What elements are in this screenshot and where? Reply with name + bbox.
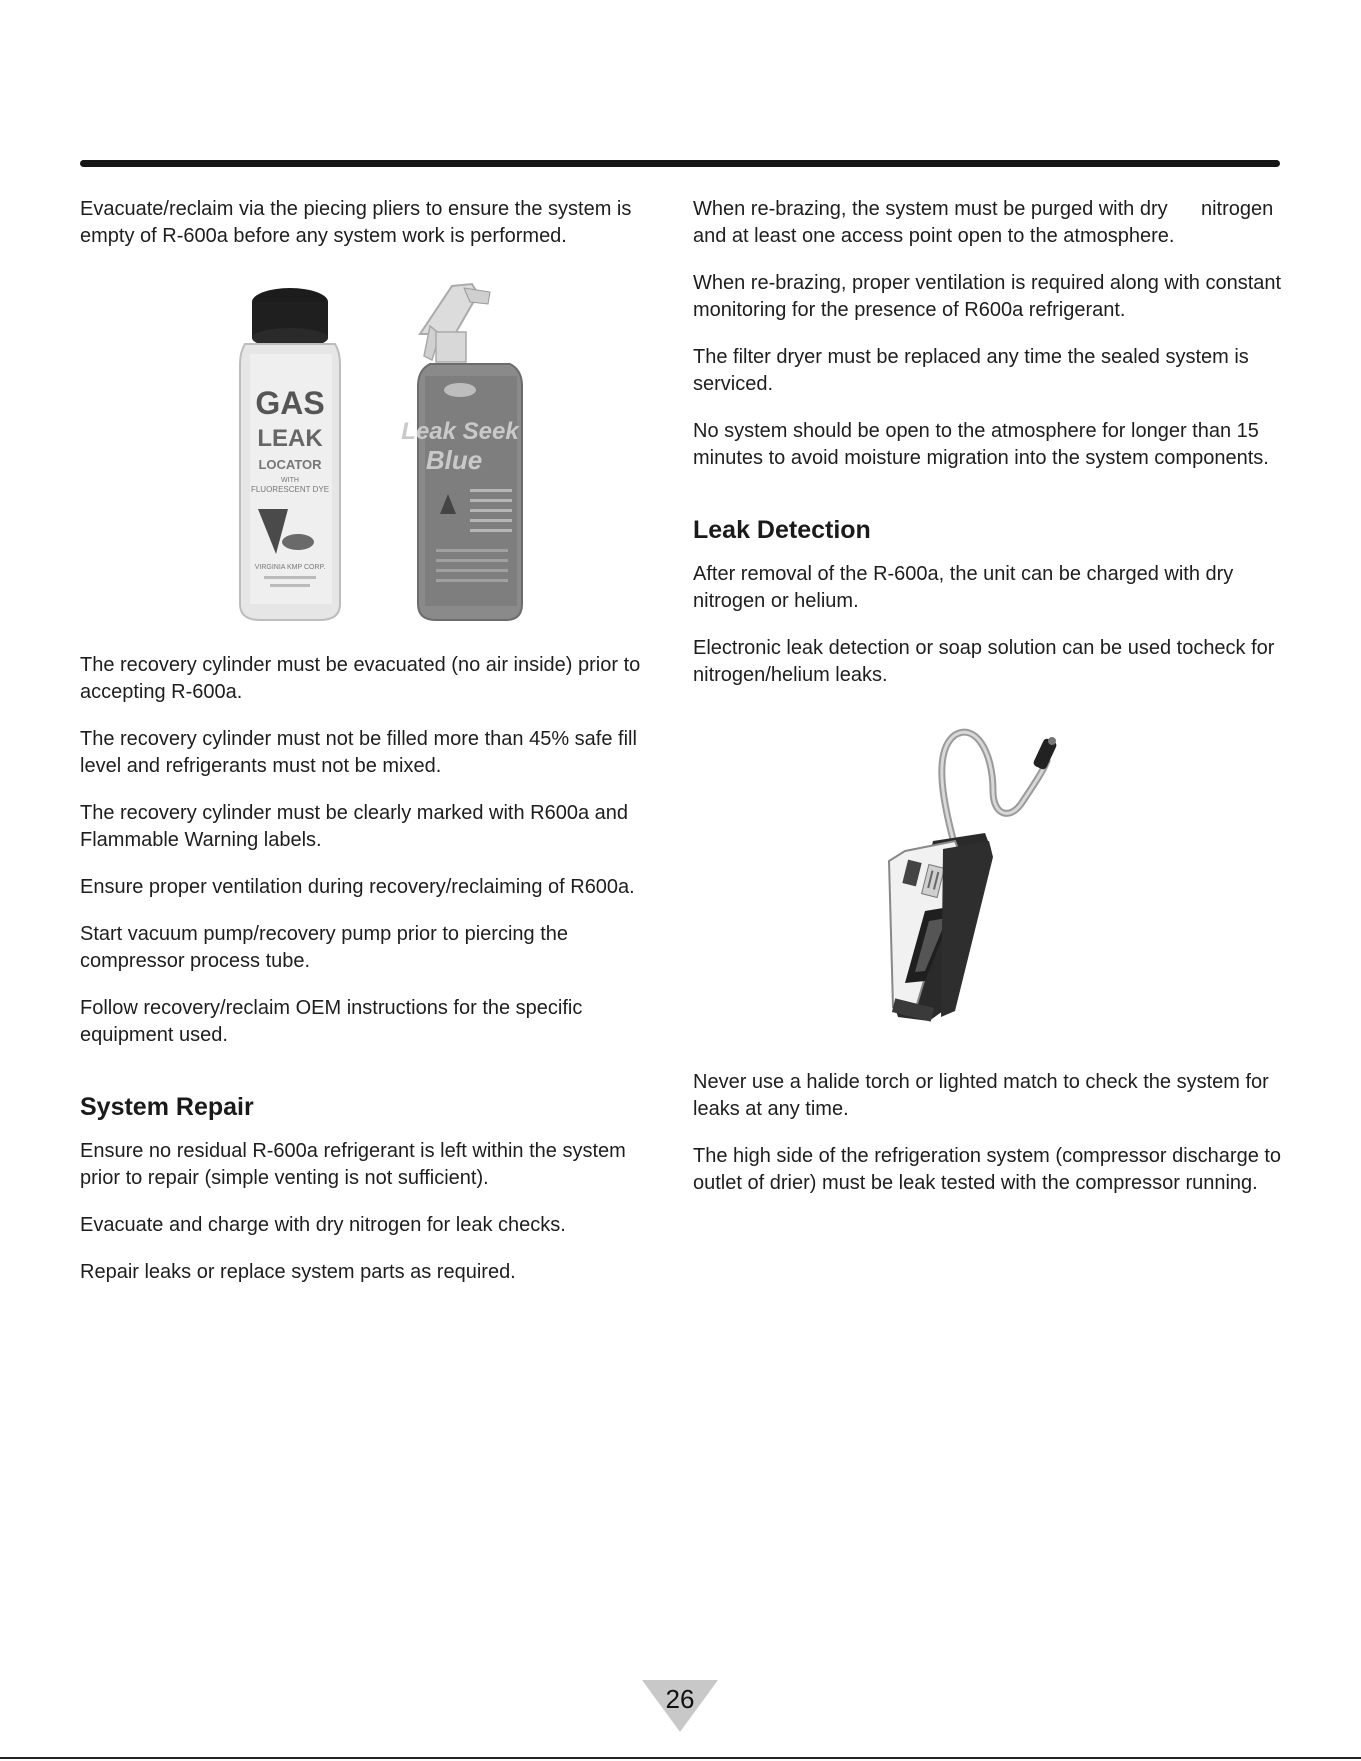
system-repair-paragraph-3: Repair leaks or replace system parts as required. xyxy=(80,1261,516,1283)
recovery-paragraph-6: Follow recovery/reclaim OEM instructions for the specific equipment used. xyxy=(80,997,583,1046)
system-repair-paragraph-1: Ensure no residual R-600a refrigerant is left within the system prior to repair (simple venting is not sufficient). xyxy=(80,1140,626,1189)
leak-detection-heading: Leak Detection xyxy=(693,516,871,544)
brazing-paragraph-1: When re-brazing, the system must be purged with dry nitrogen and at least one access point open to the atmosphere. xyxy=(693,198,1279,247)
leak-detection-paragraph-1: After removal of the R-600a, the unit can be charged with dry nitrogen or helium. xyxy=(693,563,1234,612)
leak-detector-illustration xyxy=(693,721,1293,1059)
recovery-paragraph-1: The recovery cylinder must be evacuated (no air inside) prior to accepting R-600a. xyxy=(80,654,641,703)
system-repair-paragraph-2: Evacuate and charge with dry nitrogen for leak checks. xyxy=(80,1214,566,1236)
halide-torch-paragraph: Never use a halide torch or lighted match to check the system for leaks at any time. xyxy=(693,1071,1269,1120)
right-column xyxy=(693,196,1293,1217)
page-number: 26 xyxy=(665,1684,695,1714)
system-repair-heading: System Repair xyxy=(80,1093,254,1121)
bottle2-line2: Blue xyxy=(425,445,483,475)
intro-paragraph: Evacuate/reclaim via the piecing pliers to ensure the system is empty of R-600a before any system work is performed. xyxy=(80,198,632,247)
header-rule xyxy=(80,160,1280,167)
leak-detection-bottles-image xyxy=(80,264,670,634)
bottle2-line1: Leak Seek xyxy=(401,418,519,445)
bottles-illustration xyxy=(80,264,670,634)
recovery-paragraph-5: Start vacuum pump/recovery pump prior to piercing the compressor process tube. xyxy=(80,923,568,972)
bottle1-line3: LOCATOR xyxy=(258,457,322,472)
atmosphere-paragraph: No system should be open to the atmosphere for longer than 15 minutes to avoid moisture migration into the system components. xyxy=(693,420,1269,469)
page-number-marker xyxy=(642,1680,718,1732)
bottle1-line4: WITH xyxy=(281,477,299,484)
bottle1-line5: FLUORESCENT DYE xyxy=(250,485,330,494)
footer-rule xyxy=(0,1757,1361,1759)
electronic-leak-detector-image xyxy=(693,721,1293,1059)
brazing-paragraph-2: When re-brazing, proper ventilation is required along with constant monitoring for the presence of R600a refrigerant. xyxy=(693,272,1282,321)
bottle1-line2: LEAK xyxy=(257,425,323,452)
left-column xyxy=(80,196,670,1306)
bottle1-brand: VIRGINIA KMP CORP. xyxy=(254,564,326,571)
recovery-paragraph-4: Ensure proper ventilation during recovery/reclaiming of R600a. xyxy=(80,876,635,898)
leak-detection-paragraph-2: Electronic leak detection or soap solution can be used tocheck for nitrogen/helium leaks. xyxy=(693,637,1275,686)
recovery-paragraph-3: The recovery cylinder must be clearly marked with R600a and Flammable Warning labels. xyxy=(80,802,629,851)
high-side-paragraph: The high side of the refrigeration system (compressor discharge to outlet of drier) must be leak tested with the compressor running. xyxy=(693,1145,1282,1194)
bottle1-line1: GAS xyxy=(255,385,325,421)
recovery-paragraph-2: The recovery cylinder must not be filled more than 45% safe fill level and refrigerants must not be mixed. xyxy=(80,728,637,777)
filter-dryer-paragraph: The filter dryer must be replaced any time the sealed system is serviced. xyxy=(693,346,1249,395)
